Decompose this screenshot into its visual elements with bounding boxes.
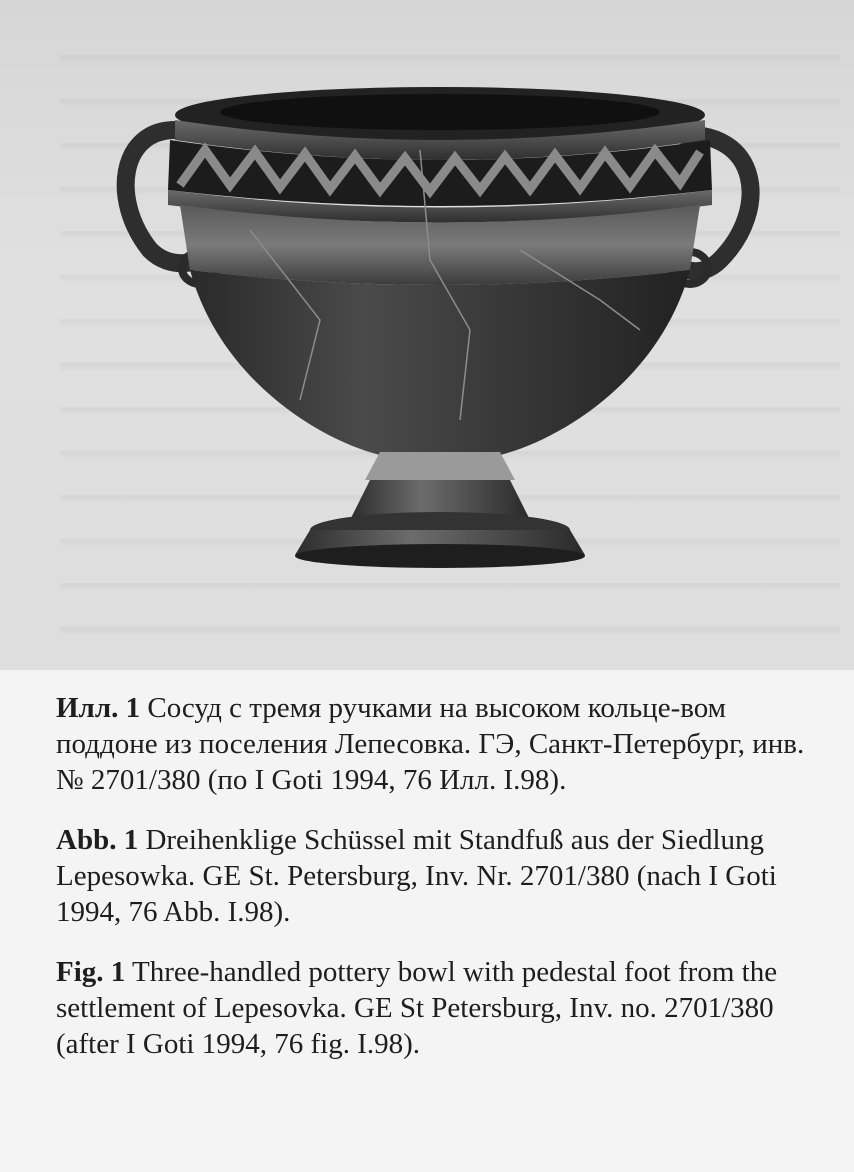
caption-german-text: Dreihenklige Schüssel mit Standfuß aus der Siedlung Lepesowka. GE St. Petersburg, Inv. Nr. 2701/380 (nach I Goti 1994, 76 Abb. I.98). bbox=[56, 824, 777, 928]
caption-russian-text: Сосуд с тремя ручками на высоком кольце-вом поддоне из поселения Лепесовка. ГЭ, Санкт-Петербург, инв. № 2701/380 (по I Goti 1994, 76 Илл. I.98). bbox=[56, 692, 805, 796]
caption-russian bbox=[56, 690, 816, 798]
caption-english bbox=[56, 954, 816, 1062]
caption-english-text: Three-handled pottery bowl with pedestal foot from the settlement of Lepesovka. GE St Petersburg, Inv. no. 2701/380 (after I Goti 1994, 76 fig. I.98). bbox=[56, 956, 778, 1060]
caption-english-label: Fig. 1 bbox=[56, 956, 126, 988]
caption-german bbox=[56, 822, 816, 930]
caption-block bbox=[56, 690, 816, 1086]
caption-german-label: Abb. 1 bbox=[56, 824, 139, 856]
caption-russian-label: Илл. 1 bbox=[56, 692, 141, 724]
